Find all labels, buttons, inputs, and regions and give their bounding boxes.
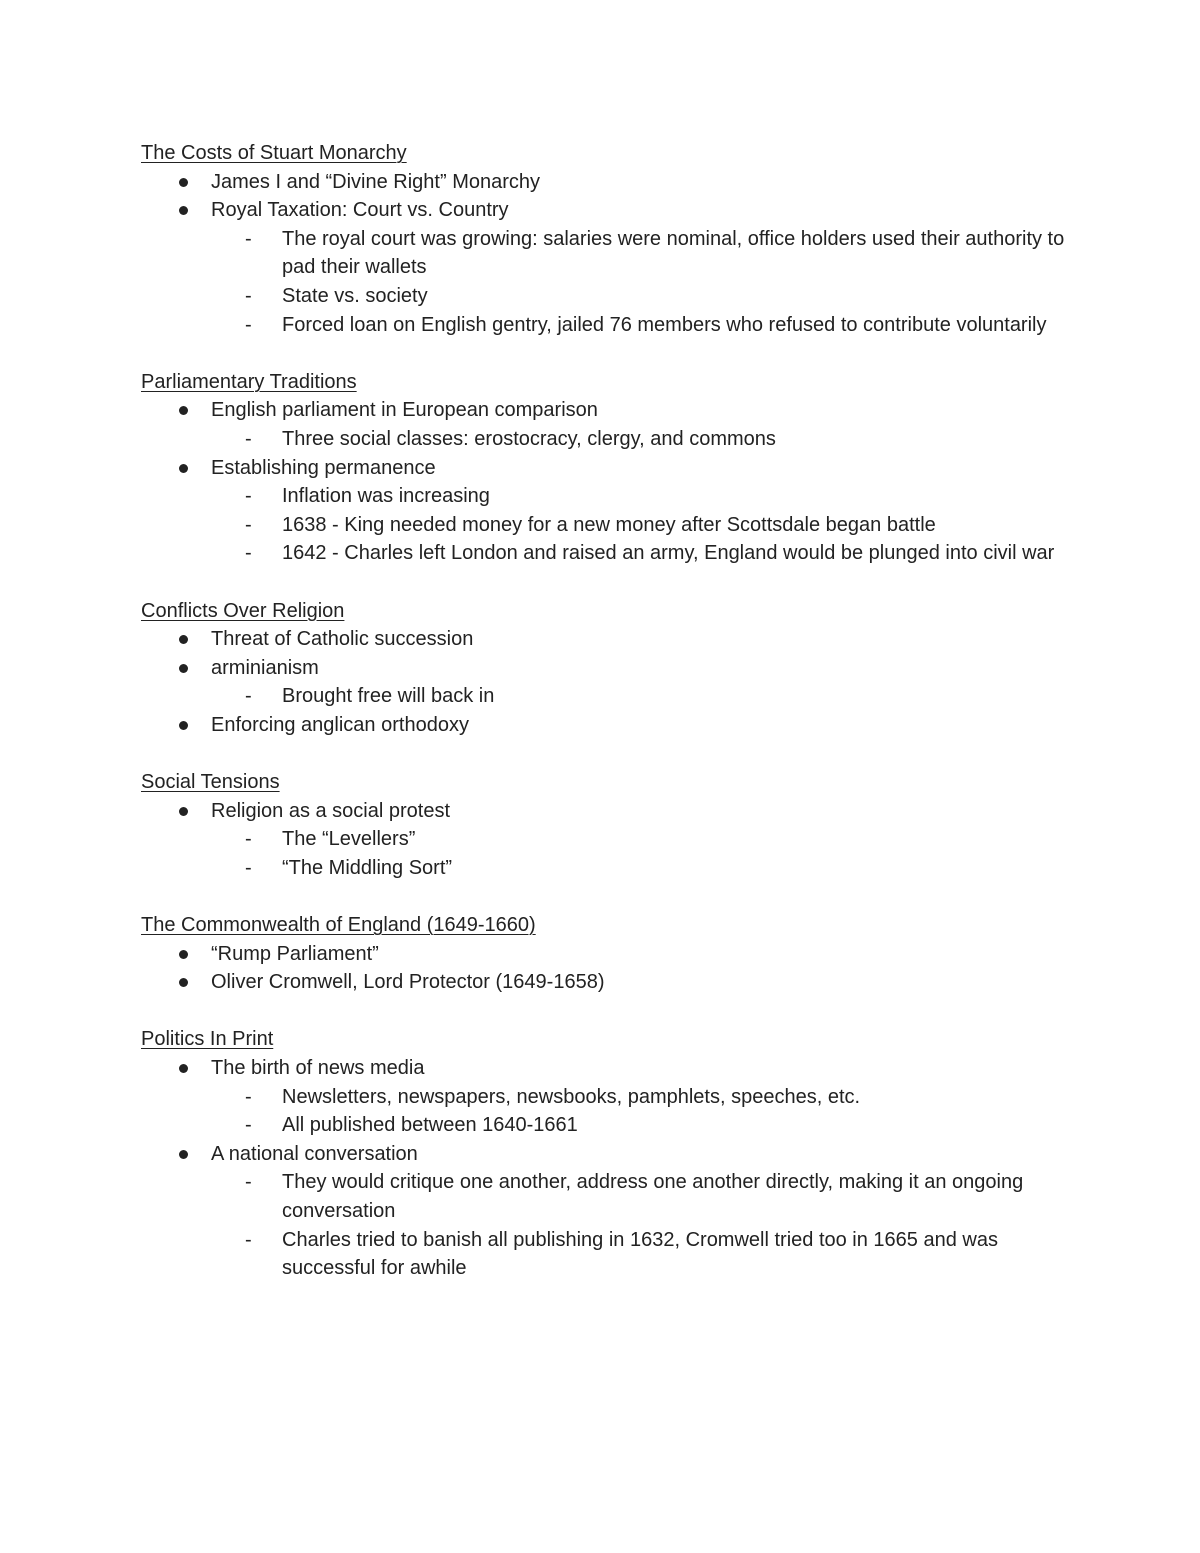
list-item-text: Oliver Cromwell, Lord Protector (1649-1658) (211, 971, 605, 994)
dash-marker-icon: - (245, 284, 252, 307)
dash-marker-icon: - (245, 828, 252, 851)
dash-marker-icon: - (245, 227, 252, 250)
sub-list-item (141, 825, 1071, 854)
list-item (141, 1054, 1071, 1140)
bullet-list (141, 396, 1071, 568)
sub-list-item (141, 1226, 1071, 1283)
section (141, 139, 1071, 339)
sub-list (211, 682, 1071, 711)
dash-marker-icon: - (245, 1171, 252, 1194)
dash-marker-icon: - (245, 856, 252, 879)
list-item-text: “Rump Parliament” (211, 942, 379, 965)
bullet-dot-icon (179, 206, 188, 215)
section-heading: Social Tensions (141, 771, 280, 794)
sub-list-item (141, 311, 1071, 340)
bullet-list (141, 940, 1071, 997)
section-heading: Conflicts Over Religion (141, 599, 345, 622)
list-item-text: English parliament in European comparison (211, 399, 598, 422)
bullet-dot-icon (179, 721, 188, 730)
dash-marker-icon: - (245, 485, 252, 508)
list-item-text: arminianism (211, 656, 319, 679)
list-item-text: The birth of news media (211, 1057, 425, 1079)
list-item-text: Royal Taxation: Court vs. Country (211, 199, 509, 222)
sub-list-item (141, 425, 1071, 454)
sub-list (211, 425, 1071, 454)
bullet-list (141, 625, 1071, 739)
sub-list-item-text: “The Middling Sort” (282, 856, 453, 879)
sub-list-item-text: They would critique one another, address one another directly, making it an ongoing conversation (282, 1171, 1024, 1222)
sub-list-item (141, 1111, 1071, 1140)
bullet-dot-icon (179, 464, 188, 473)
bullet-dot-icon (179, 664, 188, 673)
bullet-dot-icon (179, 950, 188, 959)
list-item (141, 797, 1071, 883)
dash-marker-icon: - (245, 513, 252, 536)
section-heading: Politics In Print (141, 1028, 274, 1051)
sub-list-item (141, 225, 1071, 282)
bullet-dot-icon (179, 178, 188, 187)
list-item-text: Establishing permanence (211, 456, 436, 479)
sub-list-item (141, 1168, 1071, 1225)
list-item (141, 454, 1071, 568)
sub-list-item (141, 539, 1071, 568)
list-item (141, 654, 1071, 711)
section (141, 911, 1071, 997)
bullet-list (141, 1054, 1071, 1283)
list-item-text: A national conversation (211, 1142, 418, 1165)
section-heading: The Commonwealth of England (1649-1660) (141, 914, 536, 937)
section (141, 597, 1071, 740)
bullet-dot-icon (179, 978, 188, 987)
sub-list (211, 1083, 1071, 1140)
bullet-dot-icon (179, 1064, 188, 1073)
sub-list-item-text: Brought free will back in (282, 685, 495, 708)
sub-list-item (141, 682, 1071, 711)
list-item (141, 940, 1071, 969)
sub-list-item-text: Forced loan on English gentry, jailed 76 members who refused to contribute voluntarily (282, 313, 1047, 336)
sub-list-item-text: Charles tried to banish all publishing in 1632, Cromwell tried too in 1665 and was successful for awhile (282, 1228, 998, 1280)
section-heading: The Costs of Stuart Monarchy (141, 142, 407, 164)
sub-list (211, 825, 1071, 882)
section-heading: Parliamentary Traditions (141, 370, 357, 393)
list-item (141, 625, 1071, 654)
list-item-text: Threat of Catholic succession (211, 628, 474, 651)
sub-list (211, 482, 1071, 568)
sub-list-item-text: Newsletters, newspapers, newsbooks, pamphlets, speeches, etc. (282, 1085, 861, 1108)
sub-list-item-text: The royal court was growing: salaries were nominal, office holders used their authority to pad their wallets (282, 227, 1065, 279)
section (141, 368, 1071, 568)
sub-list (211, 225, 1071, 339)
sub-list-item (141, 854, 1071, 883)
dash-marker-icon: - (245, 1114, 252, 1137)
list-item (141, 396, 1071, 453)
sub-list (211, 1168, 1071, 1282)
section (141, 1025, 1071, 1282)
document-page (141, 139, 1071, 1311)
bullet-dot-icon (179, 1150, 188, 1159)
bullet-dot-icon (179, 635, 188, 644)
list-item-text: Enforcing anglican orthodoxy (211, 713, 469, 736)
dash-marker-icon: - (245, 1085, 252, 1108)
sub-list-item (141, 511, 1071, 540)
dash-marker-icon: - (245, 1228, 252, 1251)
sub-list-item-text: Three social classes: erostocracy, clergy, and commons (282, 427, 776, 450)
sub-list-item (141, 482, 1071, 511)
dash-marker-icon: - (245, 313, 252, 336)
sub-list-item-text: State vs. society (282, 284, 428, 307)
sub-list-item (141, 282, 1071, 311)
bullet-dot-icon (179, 807, 188, 816)
list-item-text: James I and “Divine Right” Monarchy (211, 170, 541, 193)
list-item (141, 711, 1071, 740)
list-item (141, 968, 1071, 997)
sub-list-item-text: 1642 - Charles left London and raised an army, England would be plunged into civil war (282, 542, 1055, 565)
sub-list-item-text: 1638 - King needed money for a new money after Scottsdale began battle (282, 513, 936, 536)
dash-marker-icon: - (245, 427, 252, 450)
bullet-list (141, 797, 1071, 883)
list-item-text: Religion as a social protest (211, 799, 451, 822)
list-item (141, 196, 1071, 339)
sub-list-item-text: The “Levellers” (282, 828, 416, 851)
list-item (141, 1140, 1071, 1283)
sub-list-item-text: All published between 1640-1661 (282, 1114, 578, 1137)
list-item (141, 168, 1071, 197)
sub-list-item (141, 1083, 1071, 1112)
dash-marker-icon: - (245, 542, 252, 565)
section (141, 768, 1071, 882)
dash-marker-icon: - (245, 685, 252, 708)
sub-list-item-text: Inflation was increasing (282, 485, 490, 508)
bullet-list (141, 168, 1071, 340)
bullet-dot-icon (179, 406, 188, 415)
